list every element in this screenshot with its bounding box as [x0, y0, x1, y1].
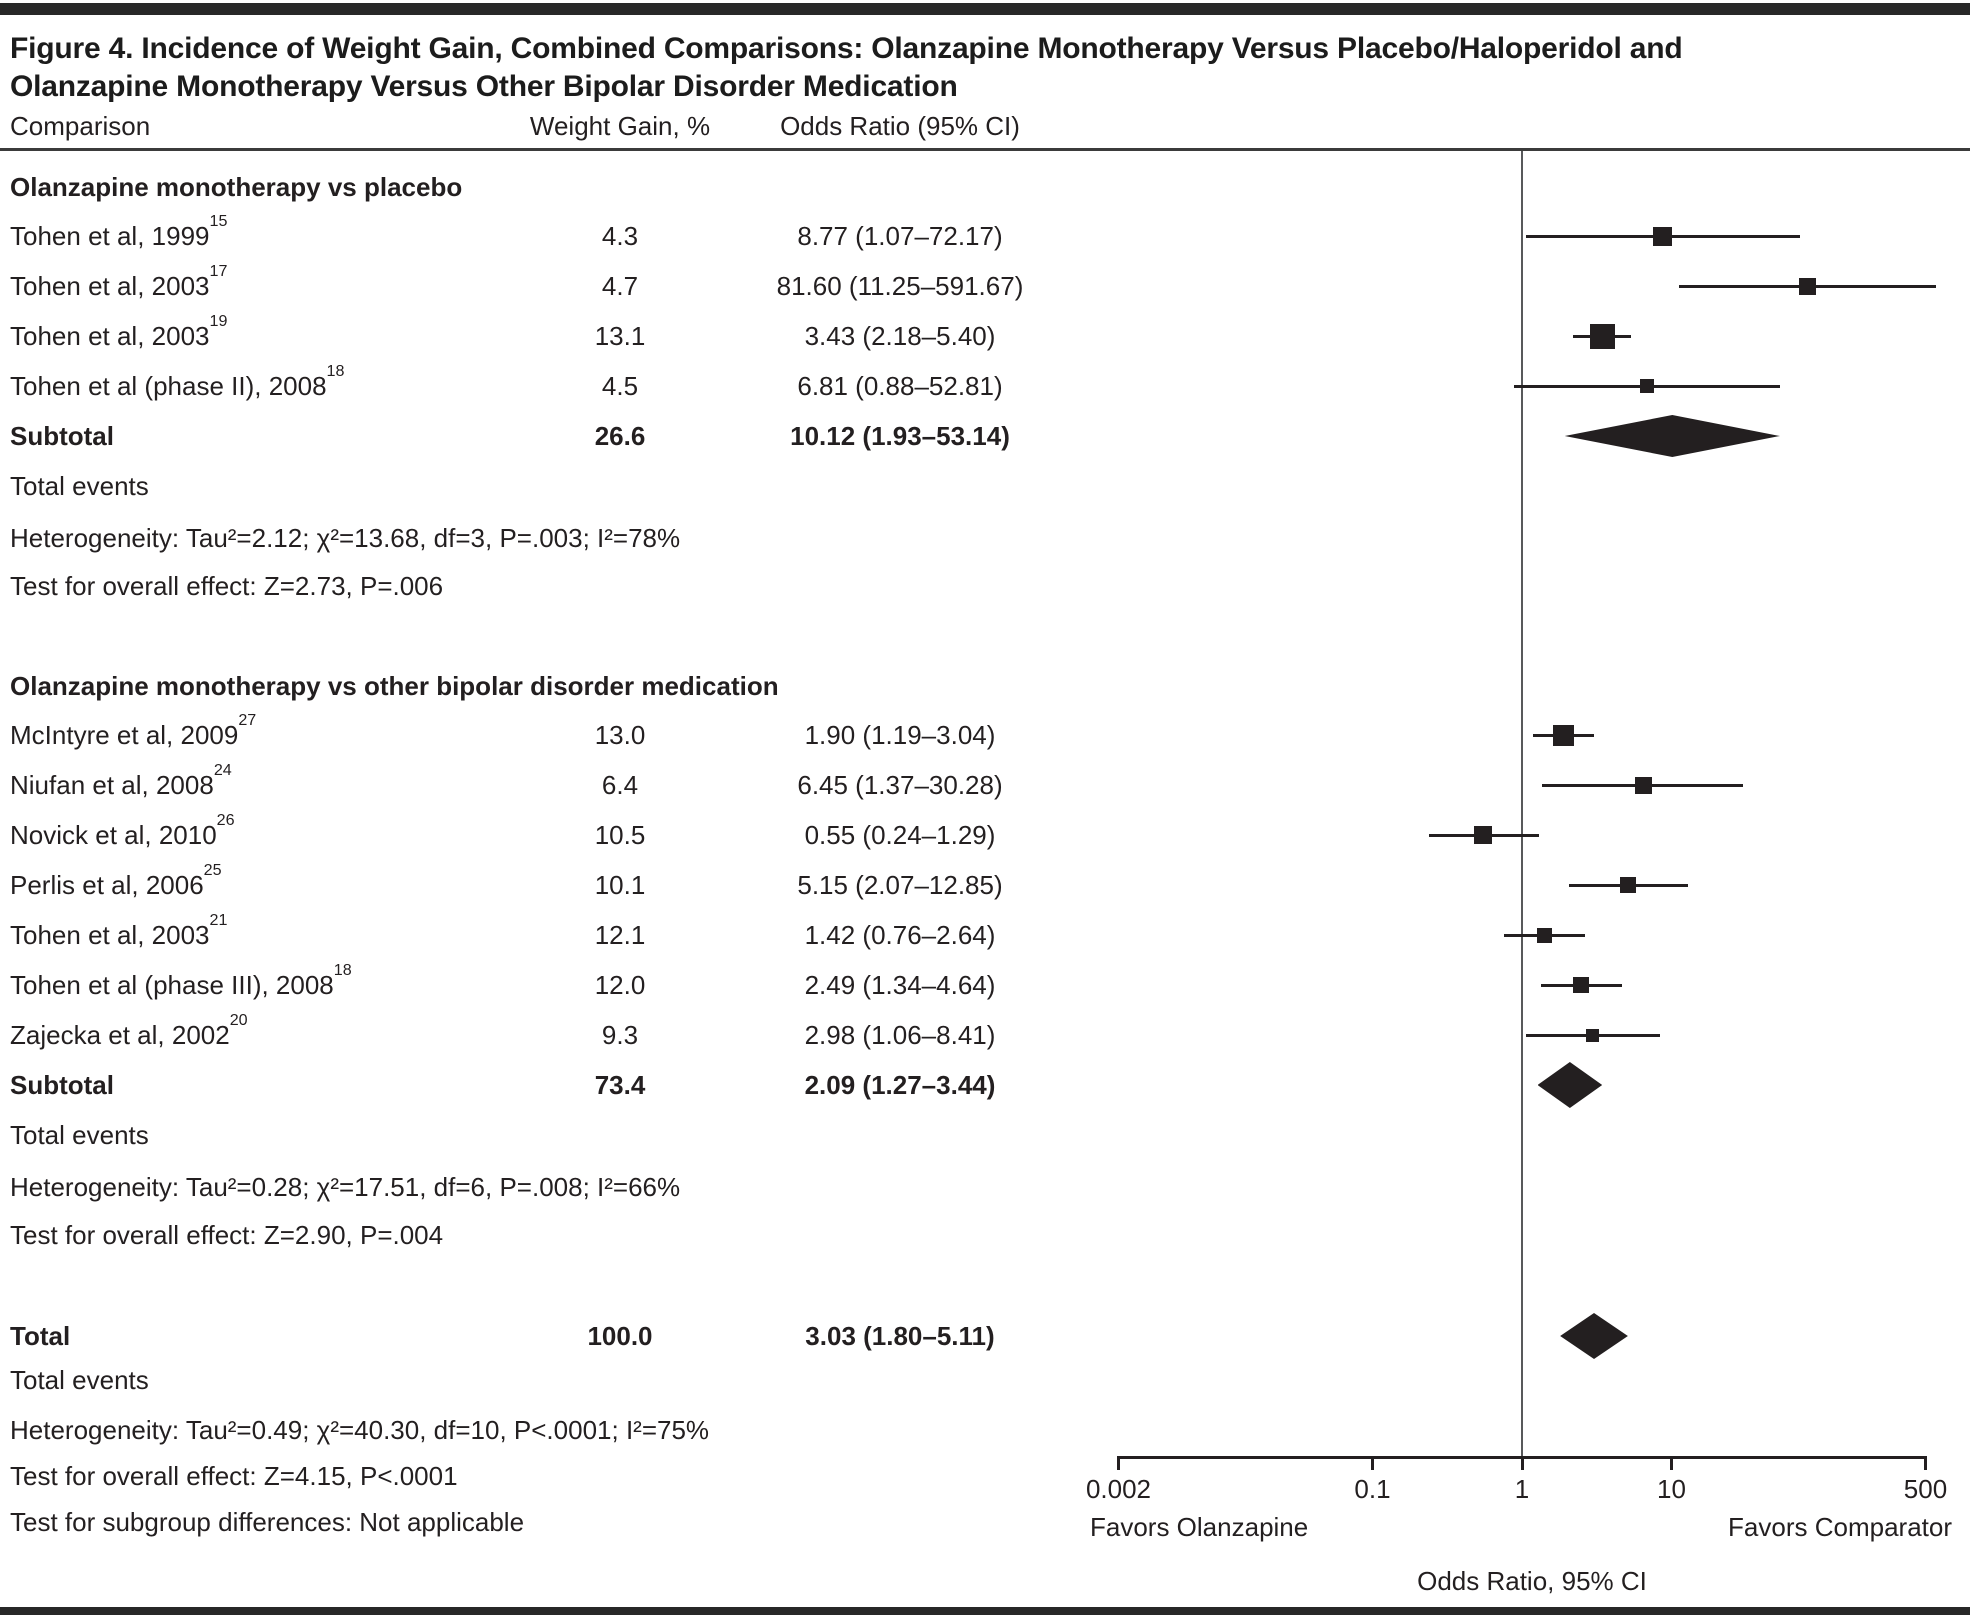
study-label: Tohen et al (phase III), 2008$^{18}$ [10, 961, 352, 1000]
weight-gain-value: 73.4 [594, 1070, 646, 1100]
group-header: Olanzapine monotherapy vs other bipolar disorder medication [10, 671, 779, 701]
odds-ratio-value: 81.60 (11.25–591.67) [776, 271, 1024, 301]
study-label: Tohen et al, 2003$^{21}$ [10, 911, 228, 950]
study-label: McIntyre et al, 2009$^{27}$ [10, 711, 257, 750]
reference-superscript: 21 [209, 911, 228, 930]
or-marker [1586, 1029, 1599, 1042]
reference-superscript: 26 [216, 811, 235, 830]
reference-superscript: 18 [326, 362, 345, 381]
or-marker [1799, 278, 1816, 295]
or-marker [1537, 928, 1552, 943]
reference-superscript: 24 [213, 761, 232, 780]
subtotal-diamond [1538, 1062, 1603, 1108]
study-label: Tohen et al (phase II), 2008$^{18}$ [10, 362, 345, 401]
subgroup-differences-note: Test for subgroup differences: Not applicable [10, 1507, 525, 1537]
weight-gain-value: 10.1 [594, 870, 646, 900]
reference-superscript: 18 [333, 961, 352, 980]
or-marker [1620, 877, 1636, 893]
reference-superscript: 17 [209, 262, 228, 281]
study-label: Novick et al, 2010$^{26}$ [10, 811, 235, 850]
figure-title-line2: Olanzapine Monotherapy Versus Other Bipolar Disorder Medication [10, 70, 958, 103]
study-label: Tohen et al, 2003$^{17}$ [10, 262, 228, 301]
reference-superscript: 19 [209, 312, 228, 331]
odds-ratio-value: 10.12 (1.93–53.14) [790, 421, 1010, 451]
or-marker [1653, 227, 1672, 246]
weight-gain-value: 13.1 [594, 321, 646, 351]
subtotal-diamond [1565, 415, 1780, 457]
odds-ratio-value: 6.81 (0.88–52.81) [797, 371, 1003, 401]
total-diamond [1560, 1313, 1628, 1359]
header-rule [0, 148, 1970, 151]
or-marker [1474, 826, 1492, 844]
heterogeneity-stat: Heterogeneity: Tau²=0.28; χ²=17.51, df=6, P=.008; I²=66% [10, 1172, 681, 1202]
odds-ratio-value: 5.15 (2.07–12.85) [797, 870, 1003, 900]
column-header-odds-ratio: Odds Ratio (95% CI) [780, 111, 1020, 141]
odds-ratio-value: 0.55 (0.24–1.29) [804, 820, 996, 850]
heterogeneity-stat: Heterogeneity: Tau²=2.12; χ²=13.68, df=3, P=.003; I²=78% [10, 523, 681, 553]
favors-comparator-label: Favors Comparator [1728, 1512, 1952, 1542]
odds-ratio-value: 8.77 (1.07–72.17) [797, 221, 1003, 251]
subtotal-label: Subtotal [10, 421, 114, 451]
column-header-comparison: Comparison [10, 111, 151, 141]
axis-tick-label: 500 [1903, 1474, 1948, 1504]
odds-ratio-value: 1.90 (1.19–3.04) [804, 720, 996, 750]
overall-effect-stat: Test for overall effect: Z=2.90, P=.004 [10, 1220, 444, 1250]
axis-tick-label: 1 [1514, 1474, 1530, 1504]
weight-gain-value: 9.3 [601, 1020, 639, 1050]
group-header: Olanzapine monotherapy vs placebo [10, 172, 463, 202]
axis-title: Odds Ratio, 95% CI [1417, 1566, 1647, 1596]
axis-tick [1521, 1456, 1524, 1470]
or-marker [1590, 324, 1615, 349]
reference-line-or1 [1521, 151, 1523, 1456]
weight-gain-value: 100.0 [587, 1321, 653, 1351]
odds-ratio-value: 2.98 (1.06–8.41) [804, 1020, 996, 1050]
weight-gain-value: 13.0 [594, 720, 646, 750]
odds-ratio-value: 2.49 (1.34–4.64) [804, 970, 996, 1000]
axis-tick-label: 0.002 [1085, 1474, 1152, 1504]
weight-gain-value: 4.5 [601, 371, 639, 401]
odds-ratio-value: 3.03 (1.80–5.11) [805, 1321, 995, 1351]
odds-ratio-value: 2.09 (1.27–3.44) [804, 1070, 996, 1100]
study-label: Perlis et al, 2006$^{25}$ [10, 861, 222, 900]
weight-gain-value: 6.4 [601, 770, 639, 800]
study-label: Zajecka et al, 2002$^{20}$ [10, 1011, 248, 1050]
top-rule-bar [0, 3, 1970, 15]
odds-ratio-value: 6.45 (1.37–30.28) [797, 770, 1003, 800]
column-header-weight-gain: Weight Gain, % [529, 111, 711, 141]
odds-ratio-value: 1.42 (0.76–2.64) [804, 920, 996, 950]
axis-tick [1371, 1456, 1374, 1470]
total-events-label: Total events [10, 1365, 149, 1395]
odds-ratio-value: 3.43 (2.18–5.40) [804, 321, 996, 351]
or-marker [1635, 777, 1652, 794]
reference-superscript: 15 [209, 212, 228, 231]
axis-tick [1670, 1456, 1673, 1470]
total-events-label: Total events [10, 1120, 149, 1150]
or-marker [1640, 379, 1654, 393]
total-events-label: Total events [10, 471, 149, 501]
subtotal-label: Subtotal [10, 1070, 114, 1100]
study-label: Tohen et al, 1999$^{15}$ [10, 212, 228, 251]
figure-title-line1: Figure 4. Incidence of Weight Gain, Combined Comparisons: Olanzapine Monotherapy Versus Placebo/Haloperidol and [10, 32, 1683, 65]
overall-effect-stat: Test for overall effect: Z=2.73, P=.006 [10, 571, 444, 601]
reference-superscript: 27 [238, 711, 257, 730]
weight-gain-value: 4.7 [601, 271, 639, 301]
weight-gain-value: 12.0 [594, 970, 646, 1000]
study-label: Niufan et al, 2008$^{24}$ [10, 761, 232, 800]
weight-gain-value: 26.6 [594, 421, 646, 451]
weight-gain-value: 10.5 [594, 820, 646, 850]
axis-tick-label: 10 [1657, 1474, 1686, 1504]
overall-effect-stat: Test for overall effect: Z=4.15, P<.0001 [10, 1461, 458, 1491]
total-label: Total [10, 1321, 71, 1351]
axis-tick-label: 0.1 [1354, 1474, 1391, 1504]
favors-olanzapine-label: Favors Olanzapine [1090, 1512, 1309, 1542]
or-marker [1553, 725, 1574, 746]
reference-superscript: 25 [203, 861, 222, 880]
weight-gain-value: 12.1 [594, 920, 646, 950]
bottom-rule-bar [0, 1607, 1970, 1615]
weight-gain-value: 4.3 [601, 221, 639, 251]
heterogeneity-stat: Heterogeneity: Tau²=0.49; χ²=40.30, df=10, P<.0001; I²=75% [10, 1415, 710, 1445]
axis-tick [1117, 1456, 1120, 1470]
axis-tick [1924, 1456, 1927, 1470]
or-marker [1573, 977, 1589, 993]
reference-superscript: 20 [229, 1011, 248, 1030]
study-label: Tohen et al, 2003$^{19}$ [10, 312, 228, 351]
